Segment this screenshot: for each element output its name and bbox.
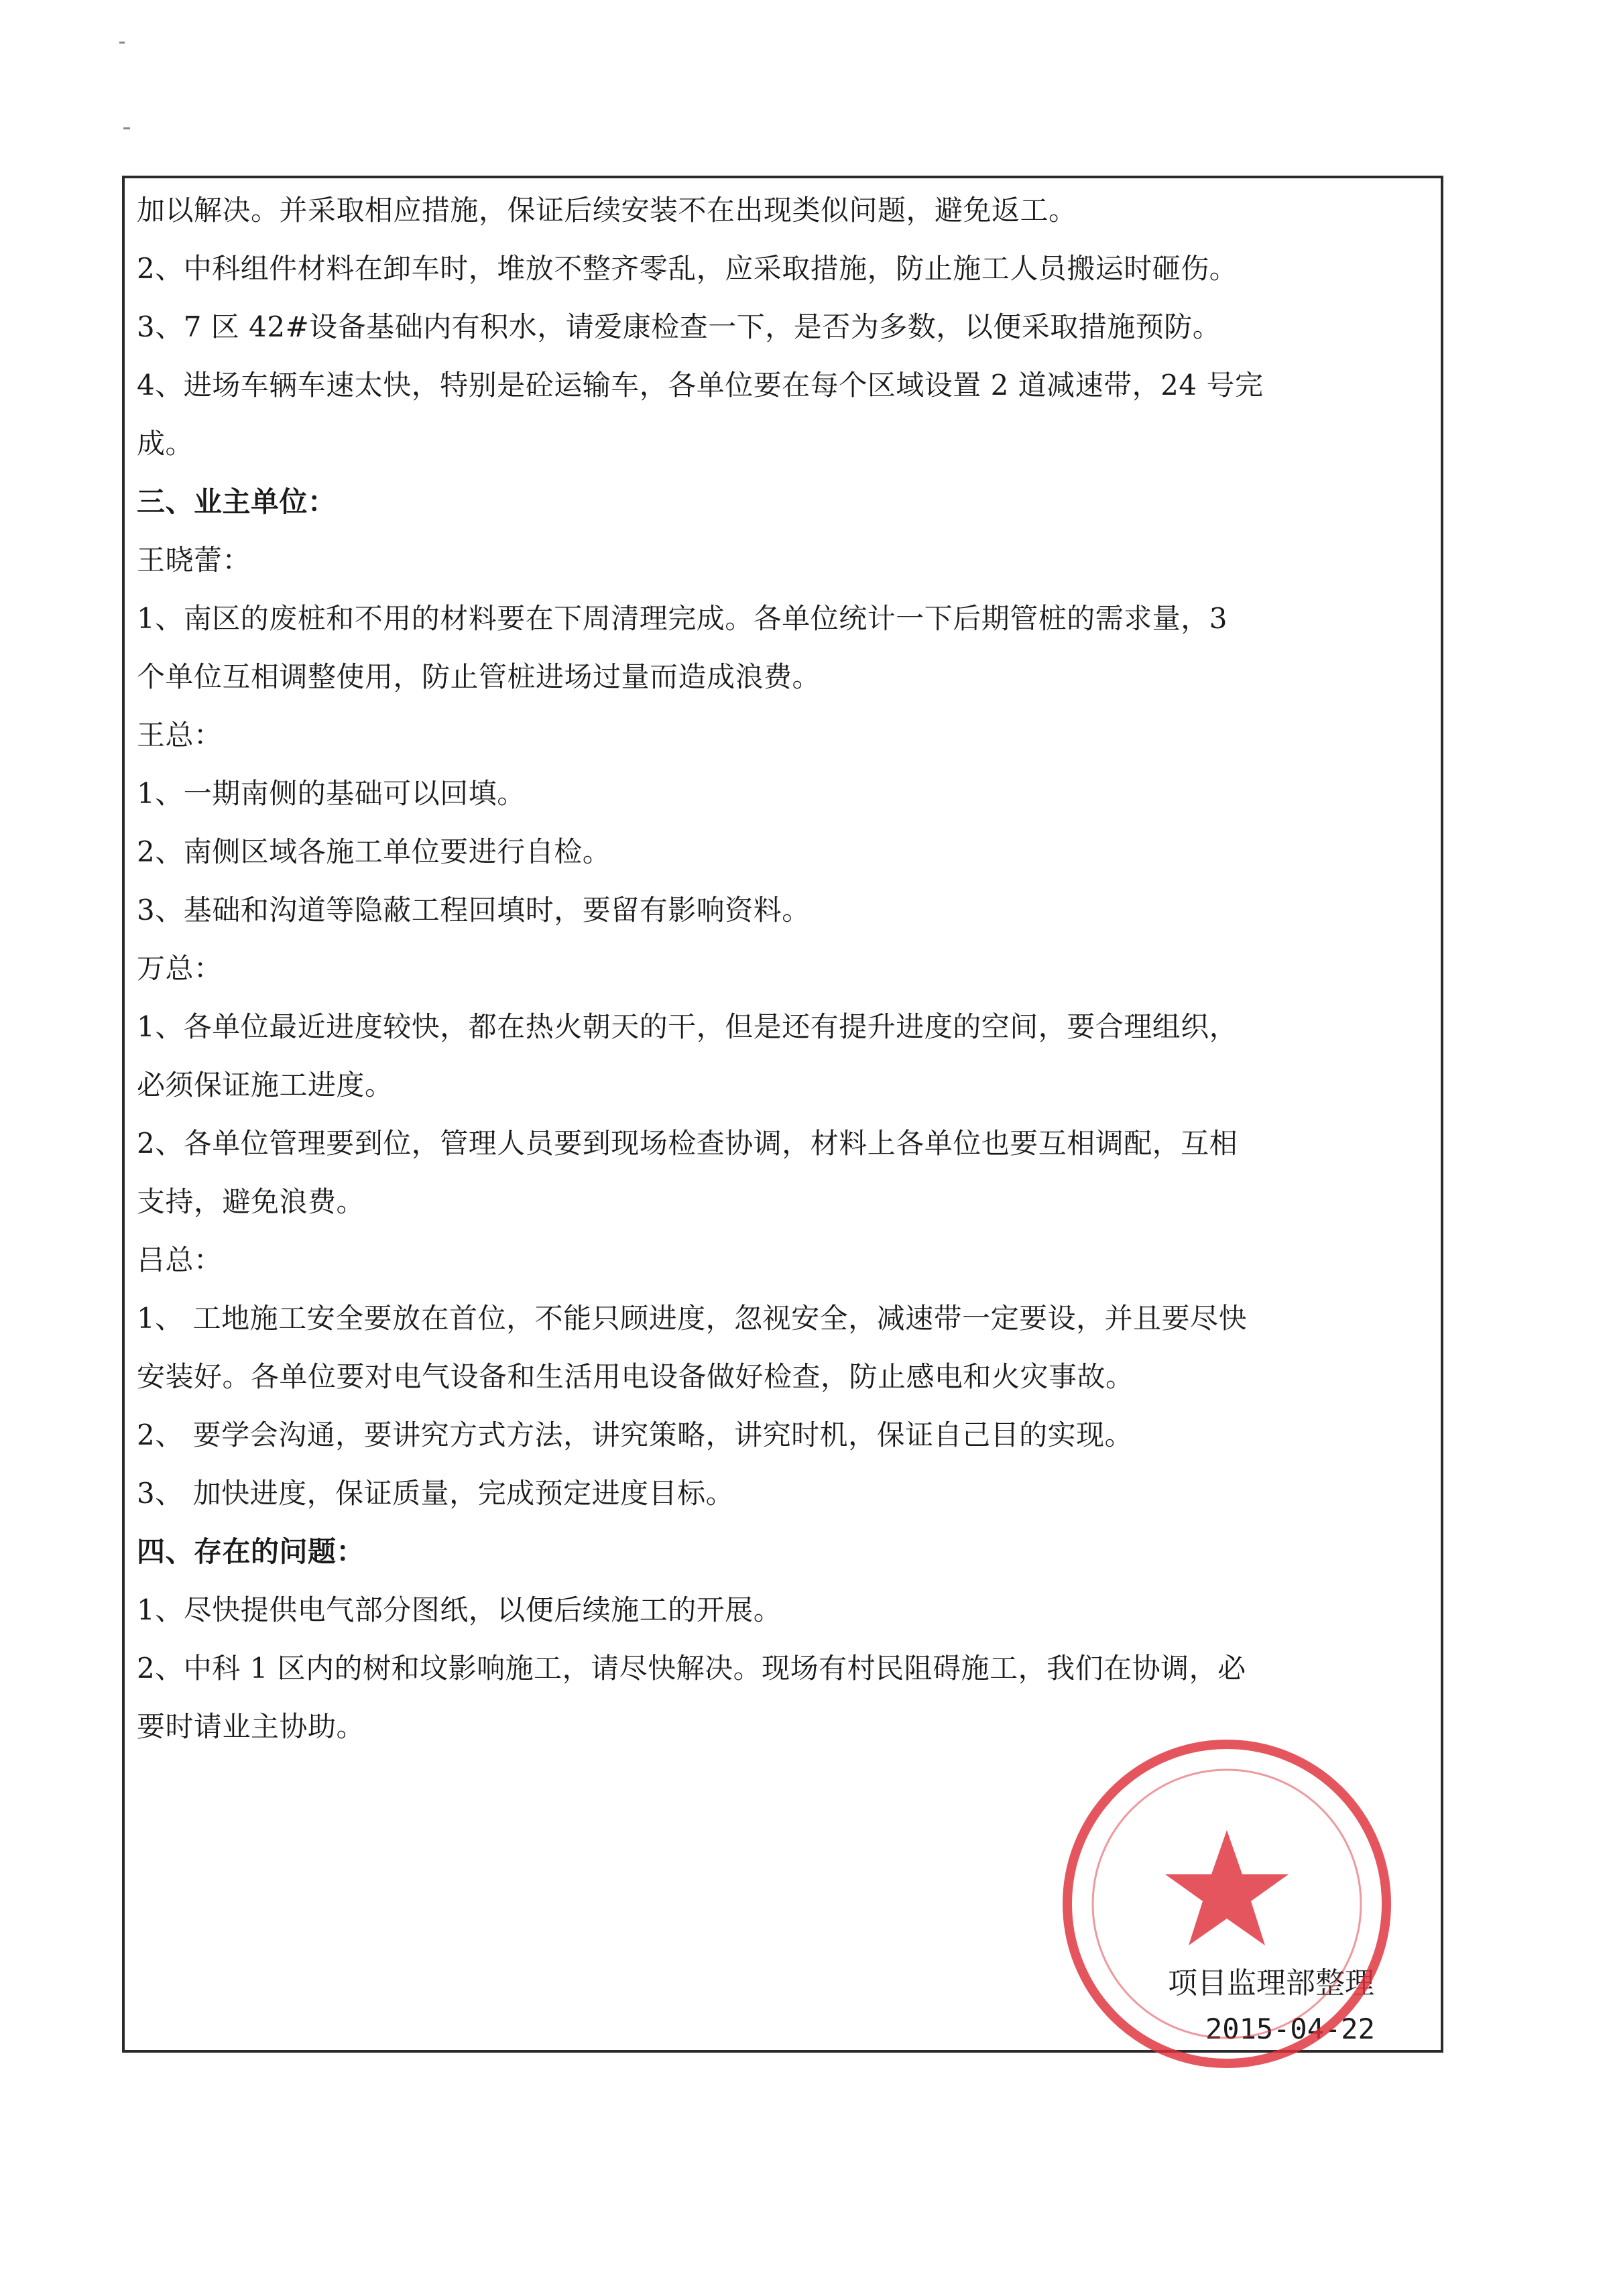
- scan-speck: [119, 42, 125, 44]
- text-line: 3、 加快进度，保证质量，完成预定进度目标。: [137, 1477, 735, 1510]
- text-line: 王总：: [137, 719, 223, 751]
- text-line: 要时请业主协助。: [137, 1710, 365, 1743]
- text-line: 支持，避免浪费。: [137, 1185, 365, 1218]
- text-line: 4、进场车辆车速太快，特别是砼运输车，各单位要在每个区域设置 2 道减速带，24 号完: [137, 369, 1264, 402]
- footer-department: 项目监理部整理: [1168, 1966, 1374, 2000]
- text-line: 万总：: [137, 952, 223, 985]
- text-line: 2、中科 1 区内的树和坟影响施工，请尽快解决。现场有村民阻碍施工，我们在协调，必: [137, 1652, 1246, 1685]
- text-line: 1、各单位最近进度较快，都在热火朝天的干，但是还有提升进度的空间，要合理组织，: [137, 1010, 1238, 1043]
- footer-date: 2015-04-22: [1205, 2012, 1375, 2045]
- company-seal: [1053, 1730, 1401, 2078]
- text-line: 2、南侧区域各施工单位要进行自检。: [137, 835, 611, 868]
- text-line: 吕总：: [137, 1244, 223, 1276]
- text-line: 安装好。各单位要对电气设备和生活用电设备做好检查，防止感电和火灾事故。: [137, 1360, 1134, 1393]
- section-heading: 四、存在的问题：: [137, 1535, 365, 1568]
- text-line: 王晓蕾：: [137, 544, 251, 577]
- document-body: [137, 181, 1427, 1756]
- text-line: 必须保证施工进度。: [137, 1069, 394, 1101]
- text-line: 1、南区的废桩和不用的材料要在下周清理完成。各单位统计一下后期管桩的需求量，3: [137, 602, 1228, 635]
- seal-star: [1165, 1830, 1289, 1945]
- text-line: 2、中科组件材料在卸车时，堆放不整齐零乱，应采取措施，防止施工人员搬运时砸伤。: [137, 252, 1238, 285]
- text-line: 2、 要学会沟通，要讲究方式方法，讲究策略，讲究时机，保证自己目的实现。: [137, 1418, 1134, 1451]
- text-line: 3、基础和沟道等隐蔽工程回填时，要留有影响资料。: [137, 894, 811, 926]
- text-line: 加以解决。并采取相应措施，保证后续安装不在出现类似问题，避免返工。: [137, 194, 1077, 227]
- section-heading: 三、业主单位：: [137, 485, 337, 518]
- text-line: 3、7 区 42#设备基础内有积水，请爱康检查一下，是否为多数，以便采取措施预防。: [137, 310, 1221, 343]
- text-line: 1、尽快提供电气部分图纸，以便后续施工的开展。: [137, 1593, 782, 1626]
- text-line: 成。: [137, 427, 194, 460]
- text-line: 个单位互相调整使用，防止管桩进场过量而造成浪费。: [137, 660, 821, 693]
- text-line: 2、各单位管理要到位，管理人员要到现场检查协调，材料上各单位也要互相调配，互相: [137, 1127, 1238, 1160]
- text-line: 1、 工地施工安全要放在首位，不能只顾进度，忽视安全，减速带一定要设，并且要尽快: [137, 1302, 1248, 1335]
- scan-speck: [123, 127, 130, 129]
- text-line: 1、一期南侧的基础可以回填。: [137, 777, 526, 810]
